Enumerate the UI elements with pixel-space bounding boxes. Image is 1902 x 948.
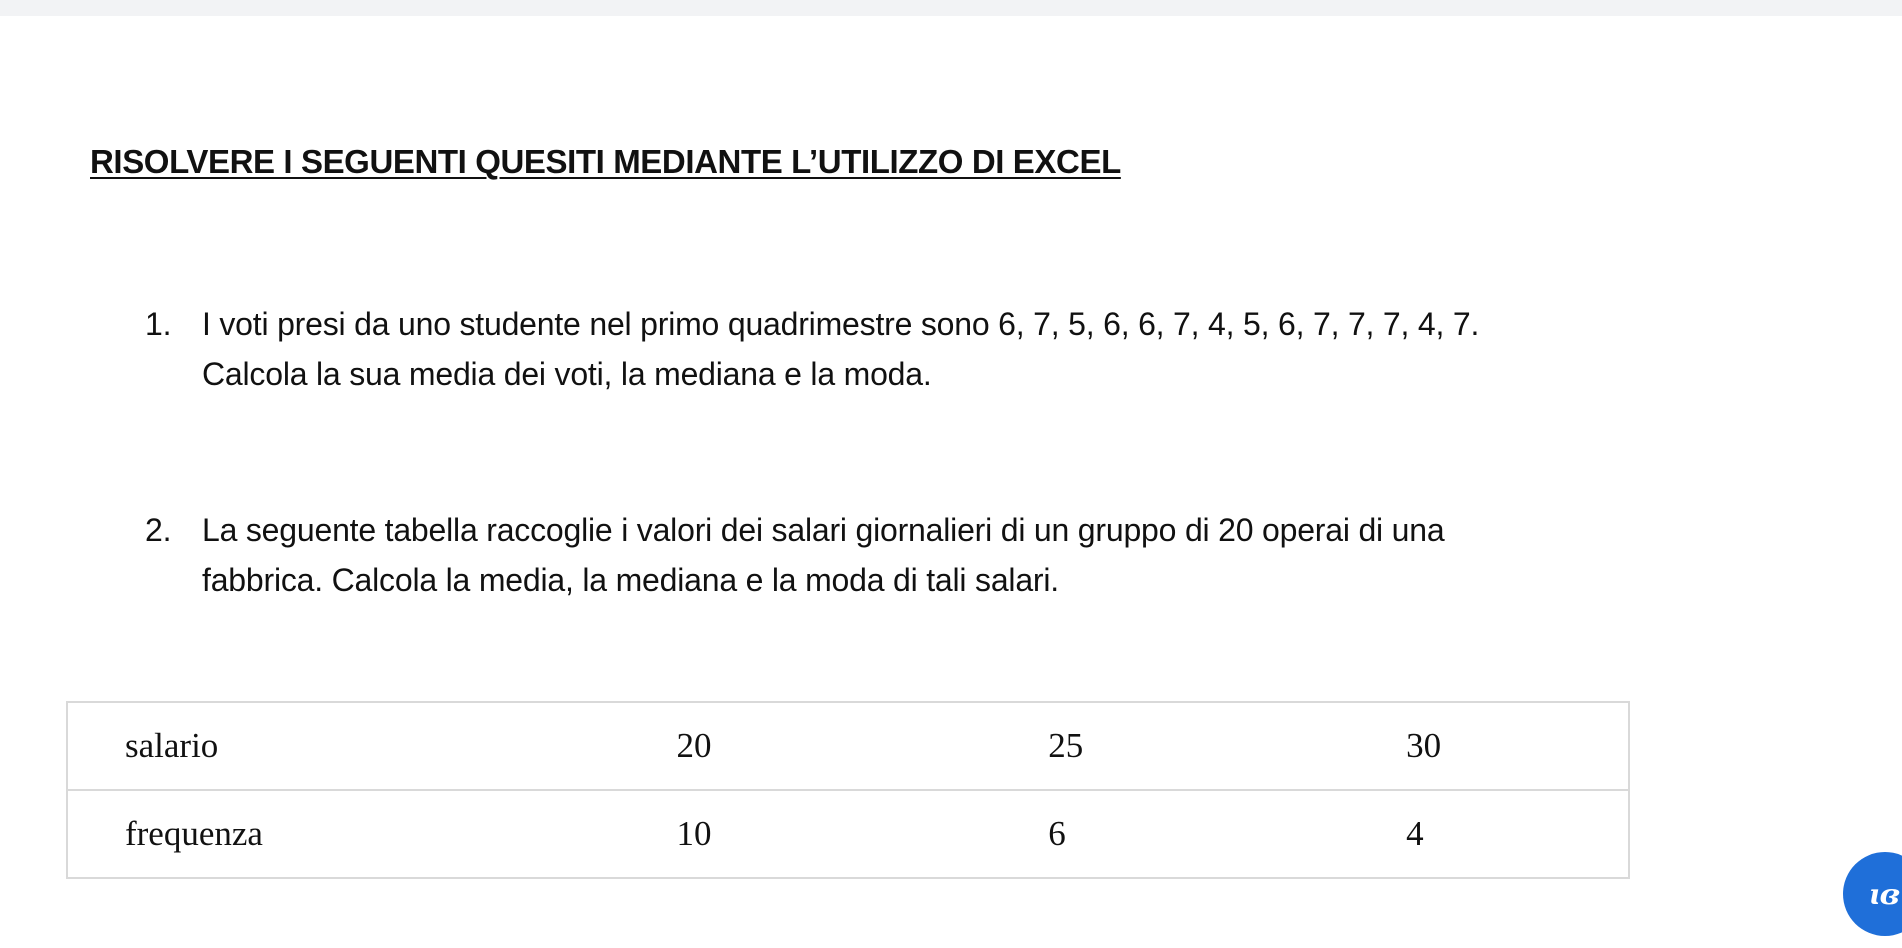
- table-row: [67, 702, 1629, 790]
- table-cell: 20: [520, 702, 898, 790]
- table-cell: 25: [898, 702, 1270, 790]
- row-label-frequenza: frequenza: [67, 790, 520, 878]
- table-cell: 30: [1270, 702, 1629, 790]
- question-1: [145, 299, 1565, 399]
- table-cell: 10: [520, 790, 898, 878]
- question-number: 1.: [145, 306, 172, 342]
- question-text: La seguente tabella raccoglie i valori dei salari giornalieri di un gruppo di 20 operai di una fabbrica. Calcola la media, la mediana e la moda di tali salari.: [202, 512, 1445, 598]
- salary-frequency-table: [66, 701, 1630, 879]
- assistant-floating-button[interactable]: [1843, 852, 1902, 936]
- question-number: 2.: [145, 512, 172, 548]
- row-label-salario: salario: [67, 702, 520, 790]
- document-title: RISOLVERE I SEGUENTI QUESITI MEDIANTE L’UTILIZZO DI EXCEL: [90, 143, 1121, 180]
- question-text: I voti presi da uno studente nel primo quadrimestre sono 6, 7, 5, 6, 6, 7, 4, 5, 6, 7, 7, 7, 4, 7. Calcola la sua media dei voti, la mediana e la moda.: [202, 306, 1480, 392]
- table-cell: 6: [898, 790, 1270, 878]
- table-cell: 4: [1270, 790, 1629, 878]
- table-row: [67, 790, 1629, 878]
- question-2: [145, 505, 1565, 605]
- assistant-icon: ɩɞ: [1869, 877, 1900, 911]
- top-toolbar-strip: [0, 0, 1902, 16]
